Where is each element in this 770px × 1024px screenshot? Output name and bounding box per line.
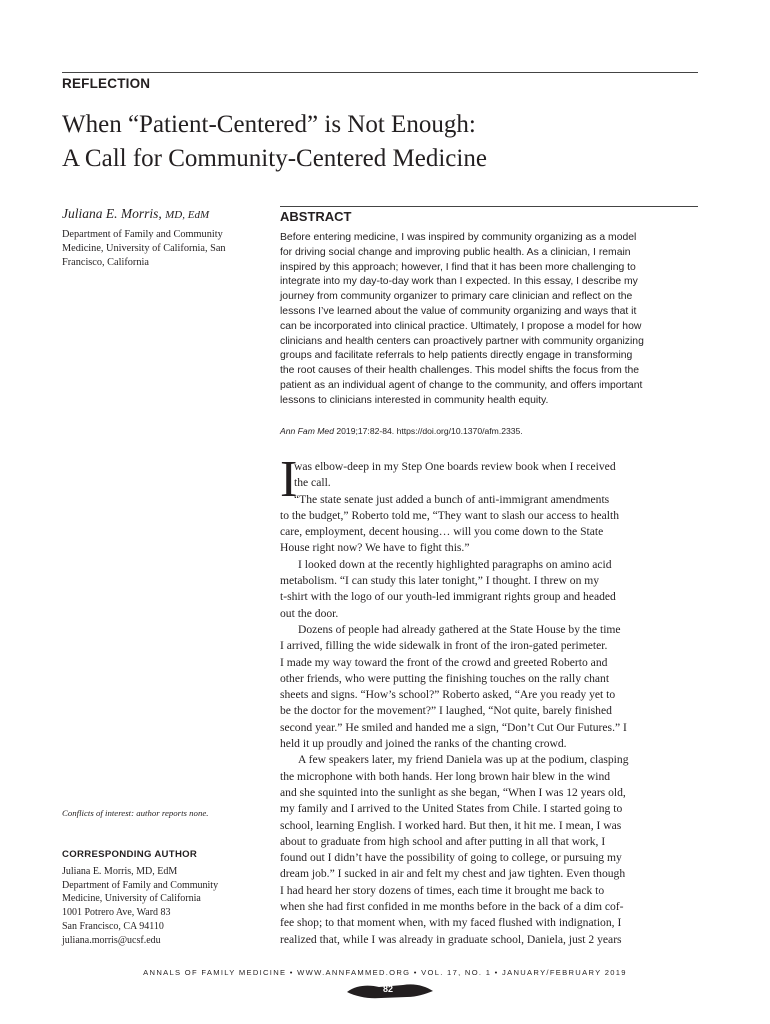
corresponding-line: San Francisco, CA 94110 [62, 920, 164, 932]
article-title [62, 108, 702, 176]
body-line: when she had first confided in me months before in the back of a dim cof- [280, 900, 624, 914]
body-line: out the door. [280, 606, 339, 620]
body-line: the microphone with both hands. Her long brown hair blew in the wind [280, 769, 611, 783]
citation [280, 426, 523, 436]
body-line: I made my way toward the front of the crowd and greeted Roberto and [280, 655, 608, 669]
affiliation-line: Department of Family and Community [62, 229, 223, 240]
body-line: care, employment, decent housing… will you come down to the State [280, 525, 604, 539]
abstract-line: groups and facilitate referrals to help patients directly engage in transforming [280, 350, 633, 362]
citation-journal: Ann Fam Med [280, 426, 334, 436]
corresponding-author-heading: CORRESPONDING AUTHOR [62, 849, 198, 860]
corresponding-email[interactable]: juliana.morris@ucsf.edu [62, 934, 161, 946]
abstract-text [280, 231, 700, 409]
body-line: and she squinted into the sunlight as she began, “When I was 12 years old, [280, 785, 626, 799]
body-line: held it up proudly and joined the ranks of the chanting crowd. [280, 737, 567, 751]
body-line: the call. [294, 476, 331, 490]
abstract-line: for driving social change and improving public health. As a clinician, I remain [280, 246, 631, 258]
body-line: be the doctor for the movement?” I laughed, “Not quite, barely finished [280, 704, 612, 718]
body-line: A few speakers later, my friend Daniela was up at the podium, clasping [298, 753, 629, 767]
page-number: 82 [382, 984, 393, 994]
abstract-line: journey from community organizer to primary care clinician and reflect on the [280, 291, 633, 303]
article-body [280, 459, 700, 948]
body-line: Dozens of people had already gathered at the State House by the time [298, 622, 621, 636]
author-affiliation [62, 228, 262, 269]
corresponding-line: Medicine, University of California [62, 893, 201, 905]
abstract-line: clinicians and health centers can proactively partner with community organizing [280, 335, 644, 347]
title-line: A Call for Community-Centered Medicine [62, 145, 487, 172]
abstract-line: lessons I’ve learned about the value of community organizing and ways that it [280, 305, 637, 317]
abstract-line: the root causes of their health challenges. This model shifts the focus from the [280, 365, 640, 377]
conflicts-of-interest: Conflicts of interest: author reports none. [62, 808, 209, 818]
author-byline [62, 206, 209, 222]
author-credentials: MD, EdM [165, 209, 210, 221]
body-line: dream job.” I sucked in air and felt my chest and jaw tighten. Even though [280, 867, 626, 881]
journal-footer: ANNALS OF FAMILY MEDICINE • WWW.ANNFAMMED.ORG • VOL. 17, NO. 1 • JANUARY/FEBRUARY 2019 [143, 968, 627, 977]
affiliation-line: Medicine, University of California, San [62, 242, 226, 254]
corresponding-author-details [62, 865, 262, 947]
body-line: to the budget,” Roberto told me, “They want to slash our access to health [280, 508, 620, 522]
body-line: I had heard her story dozens of times, each time it brought me back to [280, 883, 605, 897]
title-line: When “Patient-Centered” is Not Enough: [62, 111, 476, 138]
citation-details: 2019;17:82-84. https://doi.org/10.1370/afm.2335. [333, 426, 523, 436]
abstract-line: inspired by this approach; however, I find that it has been more challenging to [280, 261, 636, 273]
section-label: REFLECTION [62, 76, 151, 91]
body-line: I arrived, filling the wide sidewalk in front of the iron-gated perimeter. [280, 639, 608, 653]
abstract-line: lessons to clinicians interested in community health equity. [280, 394, 549, 406]
top-rule [62, 72, 698, 73]
body-line: “The state senate just added a bunch of anti-immigrant amendments [294, 492, 610, 506]
body-line: metabolism. “I can study this later tonight,” I thought. I threw on my [280, 574, 600, 588]
body-line: sheets and signs. “How’s school?” Roberto asked, “Are you ready yet to [280, 688, 616, 702]
body-line: House right now? We have to fight this.” [280, 541, 470, 555]
body-line: other friends, who were putting the finishing touches on the rally chant [280, 671, 610, 685]
corresponding-line: 1001 Potrero Ave, Ward 83 [62, 907, 171, 919]
abstract-heading: ABSTRACT [280, 209, 352, 224]
body-line: was elbow-deep in my Step One boards review book when I received [294, 460, 616, 473]
body-line: my family and I arrived to the United States from Chile. I started going to [280, 802, 623, 816]
corresponding-line: Juliana E. Morris, MD, EdM [62, 866, 178, 877]
abstract-line: can be incorporated into clinical practice. Ultimately, I propose a model for how [280, 320, 642, 332]
abstract-line: integrate into my day-to-day work than I expected. In this essay, I describe my [280, 276, 638, 288]
body-line: about to graduate from high school and after putting in all that work, I [280, 834, 606, 848]
abstract-line: patient as an individual agent of change to the community, and offers important [280, 379, 643, 391]
body-line: t-shirt with the logo of our youth-led immigrant rights group and headed [280, 590, 616, 604]
author-name: Juliana E. Morris, [62, 206, 162, 221]
body-line: I looked down at the recently highlighted paragraphs on amino acid [298, 557, 612, 571]
body-line: second year.” He smiled and handed me a sign, “Don’t Cut Our Futures.” I [280, 720, 627, 734]
affiliation-line: Francisco, California [62, 256, 149, 268]
abstract-line: Before entering medicine, I was inspired by community organizing as a model [280, 232, 637, 243]
body-line: school, learning English. I worked hard. But then, it hit me. I mean, I was [280, 818, 622, 832]
corresponding-line: Department of Family and Community [62, 879, 219, 891]
body-line: fee shop; to that moment when, with my faced flushed with indignation, I [280, 916, 622, 930]
body-line: found out I didn’t have the possibility of going to college, or pursuing my [280, 851, 622, 865]
drop-cap: I [280, 451, 298, 508]
body-line: realized that, while I was already in graduate school, Daniela, just 2 years [280, 932, 622, 946]
abstract-rule [280, 206, 698, 207]
